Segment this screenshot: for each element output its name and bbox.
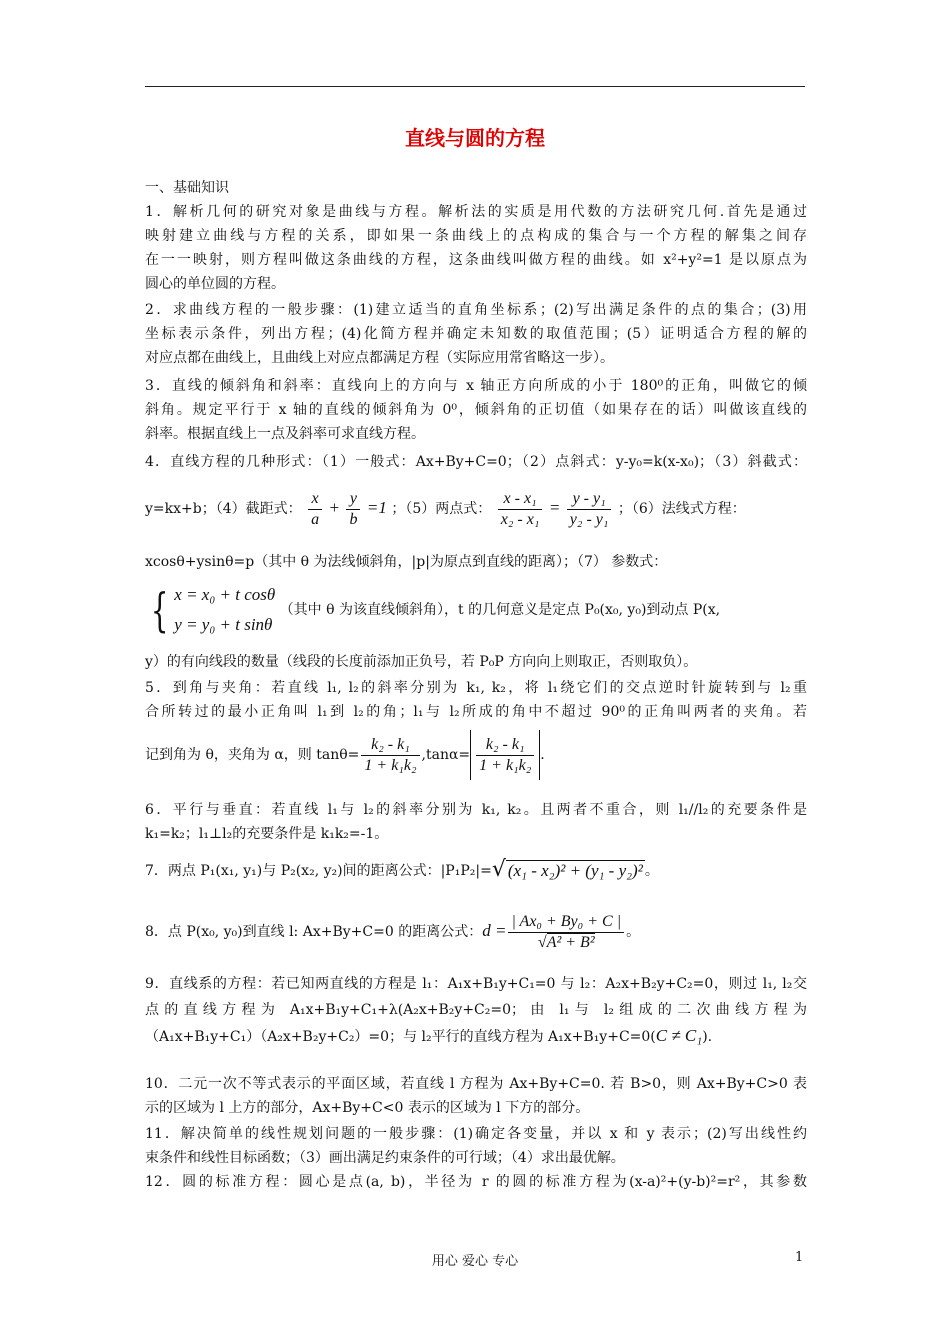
- p1-line3: 在一一映射，则方程叫做这条曲线的方程，这条曲线叫做方程的曲线。如 x²+y²=1 是以原点为: [145, 252, 807, 268]
- p12-line1: 12．圆的标准方程：圆心是点(a, b)，半径为 r 的圆的标准方程为(x-a)²+(y-b)²=r²，其参数: [145, 1174, 807, 1190]
- p10-line2: 示的区域为 l 上方的部分，Ax+By+C<0 表示的区域为 l 下方的部分。: [145, 1100, 590, 1116]
- p5-line3: [145, 730, 807, 780]
- param-y-eq: y = y₀ + t sinθ: [174, 615, 273, 634]
- p6-line2: k₁=k₂；l₁⊥l₂的充要条件是 k₁k₂=-1。: [145, 826, 389, 842]
- p4-line5: y）的有向线段的数量（线段的长度前添加正负号，若 P₀P 方向向上则取正，否则取负）。: [145, 654, 698, 670]
- radicand: (x₁ - x₂)² + (y₁ - y₂)²: [507, 861, 643, 880]
- p7-line: [145, 852, 807, 890]
- c-not-equal-c1: C ≠ C₁: [655, 1026, 703, 1045]
- p9-end: ).: [702, 1029, 713, 1045]
- frac-num: y: [346, 489, 360, 510]
- plus-sign: +: [328, 498, 341, 517]
- p2-line1: 2．求曲线方程的一般步骤：(1)建立适当的直角坐标系；(2)写出满足条件的点的集合；(3)用: [145, 302, 807, 318]
- page-number: 1: [795, 1250, 804, 1265]
- tan-alpha-fraction: [476, 735, 534, 776]
- tan-theta-fraction: [361, 735, 419, 776]
- p8-text: 8．点 P(x₀, y₀)到直线 l: Ax+By+C=0 的距离公式：: [145, 924, 483, 940]
- p4-line4-text: （其中 θ 为该直线倾斜角），t 的几何意义是定点 P₀(x₀, y₀)到动点 P(x,: [279, 602, 721, 618]
- page-title: 直线与圆的方程: [405, 126, 545, 150]
- p4-line2-text-c: ；（6）法线式方程：: [617, 501, 746, 517]
- p8-end: 。: [626, 924, 641, 940]
- p5-line1: 5．到角与夹角：若直线 l₁, l₂的斜率分别为 k₁, k₂，将 l₁绕它们的交点逆时针旋转到与 l₂重: [145, 680, 807, 696]
- p3-line3: 斜率。根据直线上一点及斜率可求直线方程。: [145, 426, 425, 442]
- p1-line2: 映射建立曲线与方程的关系，即如果一条曲线上的点构成的集合与一个方程的解集之间存: [145, 228, 807, 244]
- frac-den: y₂ - y₁: [569, 510, 609, 528]
- parametric-system: [174, 580, 275, 640]
- p3-line1: 3．直线的倾斜角和斜率：直线向上的方向与 x 轴正方向所成的小于 180⁰的正角，叫做它的倾: [145, 378, 807, 394]
- section-heading: 一、基础知识: [145, 180, 229, 196]
- frac-den: x₂ - x₁: [500, 510, 540, 528]
- p4-line1: 4．直线方程的几种形式：（1）一般式：Ax+By+C=0；（2）点斜式：y-y₀=k(x-x₀)；（3）斜截式：: [145, 454, 807, 470]
- frac-num: x - x₁: [498, 489, 543, 510]
- intercept-y-fraction: [346, 489, 360, 530]
- frac-den: a: [311, 510, 320, 528]
- twopoint-left-fraction: [498, 489, 543, 530]
- page-footer: 用心 爱心 专心: [431, 1254, 519, 1269]
- p2-line2: 坐标表示条件，列出方程；(4)化简方程并确定未知数的取值范围；(5）证明适合方程的解的: [145, 326, 807, 342]
- radical-sign: √: [537, 933, 547, 951]
- p9-line2: 点的直线方程为 A₁x+B₁y+C₁+λ(A₂x+B₂y+C₂=0；由 l₁与 l₂组成的二次曲线方程为: [145, 1002, 807, 1018]
- p3-line2: 斜角。规定平行于 x 轴的直线的倾斜角为 0⁰，倾斜角的正切值（如果存在的话）叫做该直线的: [145, 402, 807, 418]
- twopoint-right-fraction: [567, 489, 612, 530]
- p2-line3: 对应点都在曲线上，且曲线上对应点都满足方程（实际应用常省略这一步）。: [145, 350, 614, 366]
- header-rule: [145, 86, 805, 87]
- p7-text: 7．两点 P₁(x₁, y₁)与 P₂(x₂, y₂)间的距离公式：|P₁P₂|=: [145, 863, 492, 879]
- frac-den: 1 + k₁k₂: [479, 756, 532, 774]
- p6-line1: 6．平行与垂直：若直线 l₁与 l₂的斜率分别为 k₁, k₂。且两者不重合，则 l₁//l₂的充要条件是: [145, 802, 807, 818]
- p8-line: [145, 906, 807, 957]
- p9-line3: [145, 1018, 807, 1055]
- p4-line2-text-a: y=kx+b；（4）截距式：: [145, 501, 302, 517]
- p9-line3-text: （A₁x+B₁y+C₁）（A₂x+B₂y+C₂）=0；与 l₂平行的直线方程为 A₁x+B₁y+C=0(: [145, 1029, 656, 1045]
- radicand: A² + B²: [546, 933, 595, 951]
- p7-end: 。: [644, 863, 659, 879]
- frac-den: b: [349, 510, 358, 528]
- p11-line2: 束条件和线性目标函数；（3）画出满足约束条件的可行域；（4）求出最优解。: [145, 1150, 625, 1166]
- p5-line3-text-a: 记到角为 θ，夹角为 α，则 tanθ=: [145, 747, 360, 763]
- p10-line1: 10．二元一次不等式表示的平面区域，若直线 l 方程为 Ax+By+C=0. 若 B>0，则 Ax+By+C>0 表: [145, 1076, 807, 1092]
- frac-num: | Ax₀ + By₀ + C |: [508, 912, 624, 933]
- p1-line1: 1．解析几何的研究对象是曲线与方程。解析法的实质是用代数的方法研究几何.首先是通过: [145, 204, 807, 220]
- p11-line1: 11．解决简单的线性规划问题的一般步骤：(1)确定各变量，并以 x 和 y 表示；(2)写出线性约: [145, 1126, 807, 1142]
- frac-num: y - y₁: [567, 489, 612, 510]
- param-x-eq: x = x₀ + t cosθ: [174, 585, 276, 604]
- p4-line2: [145, 486, 807, 531]
- p4-line3: xcosθ+ysinθ=p（其中 θ 为法线倾斜角，|p|为原点到直线的距离）；（7） 参数式：: [145, 554, 668, 570]
- frac-num: k₂ - k₁: [476, 735, 534, 756]
- frac-num: x: [308, 489, 322, 510]
- p9-line1: 9．直线系的方程：若已知两直线的方程是 l₁：A₁x+B₁y+C₁=0 与 l₂：A₂x+B₂y+C₂=0，则过 l₁, l₂交: [145, 976, 807, 992]
- p4-line2-text-b: ；（5）两点式：: [391, 501, 492, 517]
- intercept-x-fraction: [308, 489, 322, 530]
- radical-sign: √: [491, 857, 506, 882]
- frac-den: 1 + k₁k₂: [364, 756, 417, 774]
- distance-sqrt: [492, 852, 645, 890]
- p4-line4: [145, 580, 807, 640]
- d-equals: d =: [482, 921, 507, 940]
- p1-line4: 圆心的单位圆的方程。: [145, 276, 285, 292]
- p5-line3-text-b: ,tanα=: [421, 747, 471, 763]
- frac-den: [508, 933, 624, 953]
- point-line-distance-fraction: [508, 912, 624, 953]
- equals-one: =1: [366, 498, 387, 517]
- period: .: [540, 747, 545, 763]
- equals-sign: =: [548, 498, 561, 517]
- left-brace: {: [150, 583, 169, 637]
- p5-line2: 合所转过的最小正角叫 l₁到 l₂的角；l₁与 l₂所成的角中不超过 90⁰的正角叫两者的夹角。若: [145, 704, 807, 720]
- abs-bars: [470, 730, 540, 780]
- frac-num: k₂ - k₁: [361, 735, 419, 756]
